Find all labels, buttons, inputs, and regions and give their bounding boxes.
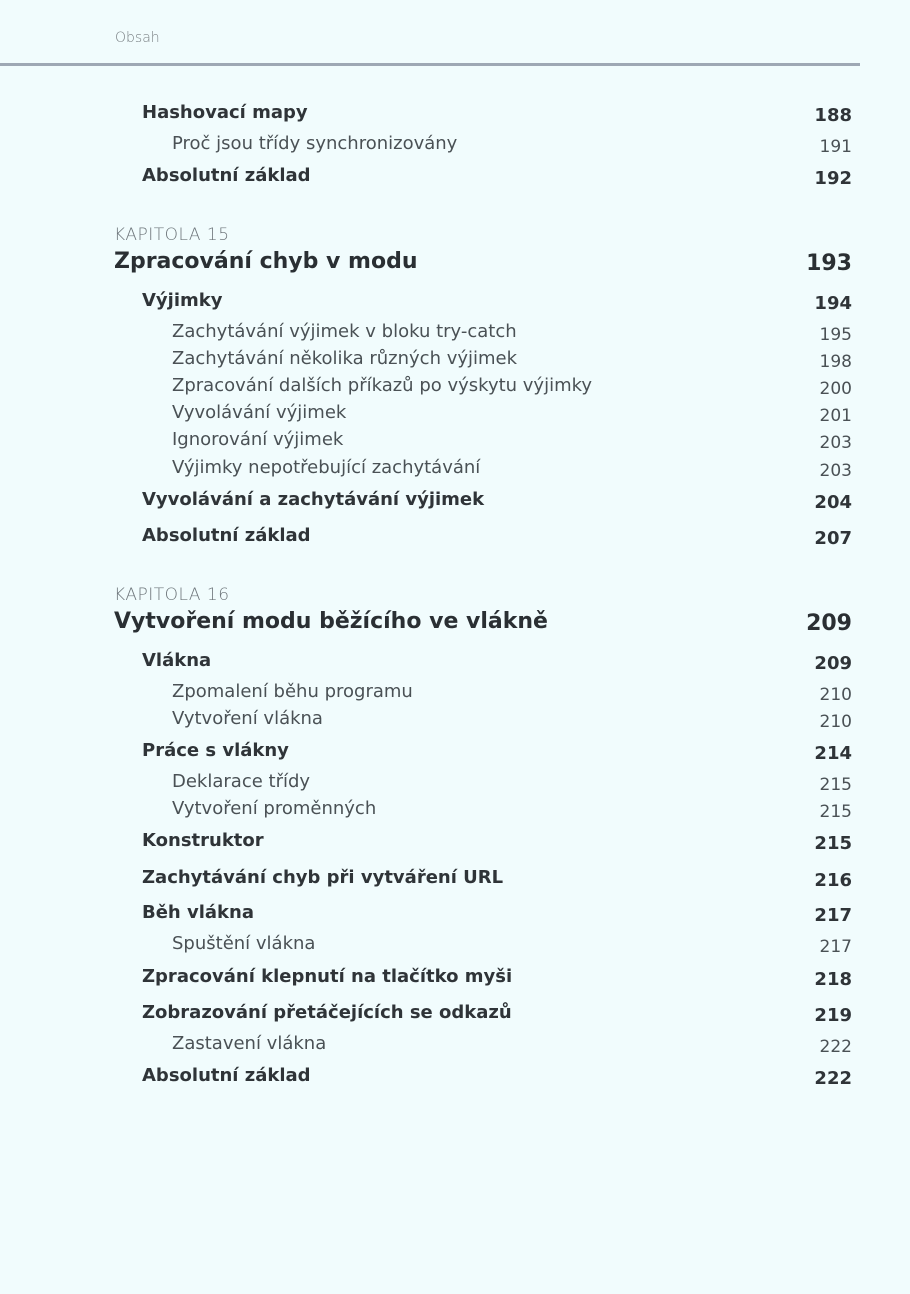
toc-entry-title: Zobrazování přetáčejících se odkazů	[142, 1002, 512, 1023]
toc-entry-page: 217	[819, 937, 852, 957]
toc-entry[interactable]	[0, 100, 910, 126]
toc-entry-page: 215	[819, 802, 852, 822]
toc-entry-page: 204	[814, 492, 852, 513]
toc-entry[interactable]	[0, 319, 910, 345]
toc-entry-title: Výjimky	[142, 290, 223, 311]
toc-entry-page: 188	[814, 105, 852, 126]
toc-entry-title: Práce s vlákny	[142, 740, 289, 761]
toc-entry-title: Běh vlákna	[142, 902, 254, 923]
toc-entry[interactable]	[0, 288, 910, 314]
chapter-title: Zpracování chyb v modu	[114, 249, 418, 274]
chapter-title-row[interactable]	[0, 247, 910, 277]
toc-entry-title: Zachytávání několika různých výjimek	[172, 348, 518, 369]
toc-entry-title: Hashovací mapy	[142, 102, 308, 123]
toc-entry[interactable]	[0, 679, 910, 705]
toc-entry-page: 200	[819, 379, 852, 399]
toc-entry-title: Ignorování výjimek	[172, 429, 344, 450]
toc-entry[interactable]	[0, 346, 910, 372]
toc-entry-title: Proč jsou třídy synchronizovány	[172, 133, 458, 154]
toc-entry[interactable]	[0, 964, 910, 990]
toc-entry-page: 203	[819, 433, 852, 453]
toc-entry-page: 219	[814, 1005, 852, 1026]
toc-entry[interactable]	[0, 828, 910, 854]
toc-entry-page: 222	[814, 1068, 852, 1089]
toc-entry-page: 209	[814, 653, 852, 674]
toc-entry[interactable]	[0, 931, 910, 957]
toc-entry-page: 198	[819, 352, 852, 372]
toc-entry-title: Zastavení vlákna	[172, 1033, 327, 1054]
toc-entry-page: 203	[819, 461, 852, 481]
toc-entry-page: 215	[819, 775, 852, 795]
toc-entry-title: Vytvoření vlákna	[172, 708, 323, 729]
toc-entry-title: Vytvoření proměnných	[172, 798, 377, 819]
toc-entry-title: Absolutní základ	[142, 1065, 311, 1086]
toc-entry-title: Zachytávání výjimek v bloku try-catch	[172, 321, 517, 342]
toc-entry-title: Zpracování klepnutí na tlačítko myši	[142, 966, 513, 987]
toc-entry-page: 216	[814, 870, 852, 891]
toc-entry-title: Deklarace třídy	[172, 771, 311, 792]
toc-entry[interactable]	[0, 1031, 910, 1057]
toc-entry-page: 194	[814, 293, 852, 314]
toc-entry-page: 214	[814, 743, 852, 764]
toc-entry-page: 218	[814, 969, 852, 990]
toc-entry[interactable]	[0, 487, 910, 513]
toc-entry[interactable]	[0, 796, 910, 822]
toc-entry-title: Zpomalení běhu programu	[172, 681, 413, 702]
toc-entry-title: Absolutní základ	[142, 165, 311, 186]
toc-entry-title: Vyvolávání výjimek	[172, 402, 347, 423]
toc-entry[interactable]	[0, 163, 910, 189]
toc-entry-page: 195	[819, 325, 852, 345]
toc-entry-page: 207	[814, 528, 852, 549]
toc-entry[interactable]	[0, 1063, 910, 1089]
toc-entry-title: Vyvolávání a zachytávání výjimek	[142, 489, 485, 510]
toc-entry-page: 215	[814, 833, 852, 854]
toc-entry[interactable]	[0, 523, 910, 549]
toc-entry[interactable]	[0, 706, 910, 732]
toc-entry-title: Zpracování dalších příkazů po výskytu výjimky	[172, 375, 593, 396]
chapter-label: KAPITOLA 15	[114, 225, 230, 245]
toc-entry[interactable]	[0, 648, 910, 674]
toc-entry[interactable]	[0, 427, 910, 453]
toc-entry-page: 191	[819, 137, 852, 157]
toc-entry-page: 222	[819, 1037, 852, 1057]
toc-entry[interactable]	[0, 455, 910, 481]
toc-entry[interactable]	[0, 865, 910, 891]
toc-entry-page: 210	[819, 712, 852, 732]
toc-entry-page: 201	[819, 406, 852, 426]
header-rule	[0, 63, 860, 66]
chapter-label: KAPITOLA 16	[114, 585, 230, 605]
toc-entry[interactable]	[0, 769, 910, 795]
toc-entry-title: Výjimky nepotřebující zachytávání	[172, 457, 481, 478]
chapter-title: Vytvoření modu běžícího ve vlákně	[114, 609, 548, 634]
toc-entry[interactable]	[0, 400, 910, 426]
toc-entry[interactable]	[0, 1000, 910, 1026]
toc-entry[interactable]	[0, 131, 910, 157]
toc-entry-title: Spuštění vlákna	[172, 933, 316, 954]
toc-entry-title: Vlákna	[142, 650, 212, 671]
toc-entry-page: 192	[814, 168, 852, 189]
toc-entry[interactable]	[0, 373, 910, 399]
toc-entry-title: Absolutní základ	[142, 525, 311, 546]
chapter-title-row[interactable]	[0, 607, 910, 637]
toc-entry-page: 217	[814, 905, 852, 926]
running-head: Obsah	[115, 30, 160, 46]
toc-entry-title: Zachytávání chyb při vytváření URL	[142, 867, 504, 888]
toc-entry-title: Konstruktor	[142, 830, 264, 851]
chapter-page: 193	[806, 251, 852, 276]
toc-entry[interactable]	[0, 738, 910, 764]
toc-entry-page: 210	[819, 685, 852, 705]
toc-entry[interactable]	[0, 900, 910, 926]
chapter-page: 209	[806, 611, 852, 636]
